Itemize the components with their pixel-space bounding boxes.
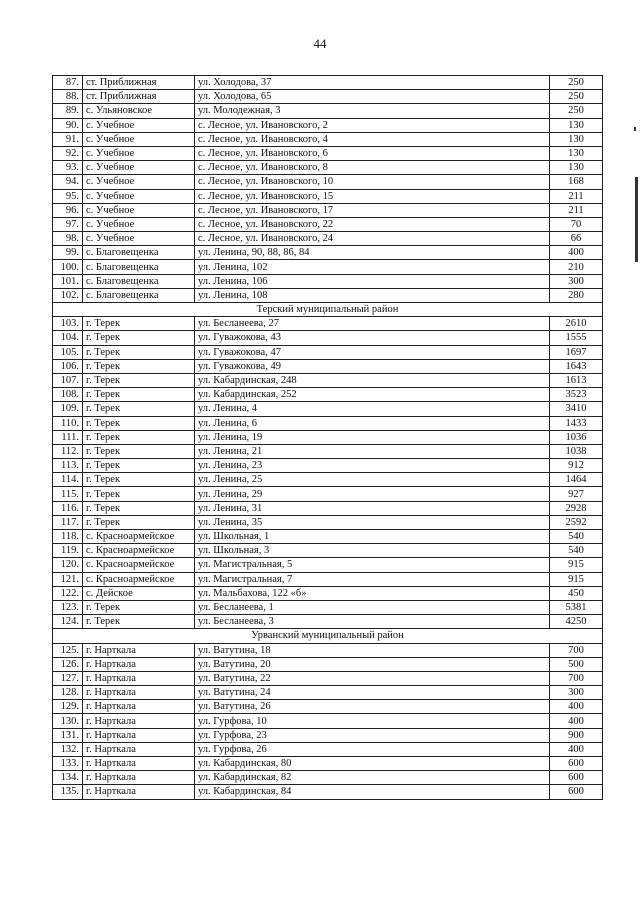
locality-cell: с. Учебное [83, 146, 195, 160]
value-cell: 130 [550, 146, 603, 160]
value-cell: 500 [550, 657, 603, 671]
table-row [53, 217, 603, 231]
locality-cell: с. Благовещенка [83, 260, 195, 274]
table-row [53, 444, 603, 458]
value-cell: 130 [550, 118, 603, 132]
locality-cell: ст. Приближная [83, 90, 195, 104]
address-cell: ул. Ленина, 35 [195, 515, 550, 529]
locality-cell: г. Нарткала [83, 714, 195, 728]
value-cell: 912 [550, 459, 603, 473]
table-row [53, 416, 603, 430]
row-number: 109. [53, 402, 83, 416]
row-number: 122. [53, 586, 83, 600]
value-cell: 400 [550, 246, 603, 260]
value-cell: 540 [550, 530, 603, 544]
row-number: 114. [53, 473, 83, 487]
value-cell: 915 [550, 572, 603, 586]
value-cell: 1555 [550, 331, 603, 345]
section-title: Терский муниципальный район [53, 303, 603, 317]
locality-cell: г. Нарткала [83, 728, 195, 742]
row-number: 91. [53, 132, 83, 146]
row-number: 100. [53, 260, 83, 274]
table-row [53, 331, 603, 345]
value-cell: 2928 [550, 501, 603, 515]
table-row [53, 671, 603, 685]
table-row [53, 189, 603, 203]
row-number: 92. [53, 146, 83, 160]
table-row [53, 203, 603, 217]
address-cell: ул. Гуважокова, 49 [195, 359, 550, 373]
row-number: 125. [53, 643, 83, 657]
table-row [53, 515, 603, 529]
table-row [53, 487, 603, 501]
table-row [53, 76, 603, 90]
address-cell: с. Лесное, ул. Ивановского, 2 [195, 118, 550, 132]
value-cell: 250 [550, 76, 603, 90]
row-number: 121. [53, 572, 83, 586]
address-cell: ул. Ленина, 102 [195, 260, 550, 274]
table-row [53, 544, 603, 558]
page-number: 44 [313, 36, 327, 51]
address-cell: ул. Ватутина, 18 [195, 643, 550, 657]
value-cell: 600 [550, 785, 603, 799]
address-cell: с. Лесное, ул. Ивановского, 17 [195, 203, 550, 217]
value-cell: 4250 [550, 615, 603, 629]
row-number: 120. [53, 558, 83, 572]
table-row [53, 615, 603, 629]
locality-cell: г. Терек [83, 359, 195, 373]
value-cell: 900 [550, 728, 603, 742]
locality-cell: г. Терек [83, 331, 195, 345]
row-number: 95. [53, 189, 83, 203]
locality-cell: г. Терек [83, 459, 195, 473]
table-row [53, 657, 603, 671]
locality-cell: с. Учебное [83, 217, 195, 231]
address-cell: ул. Холодова, 37 [195, 76, 550, 90]
locality-cell: г. Терек [83, 600, 195, 614]
row-number: 88. [53, 90, 83, 104]
row-number: 99. [53, 246, 83, 260]
address-cell: ул. Ленина, 4 [195, 402, 550, 416]
table-row [53, 714, 603, 728]
locality-cell: г. Терек [83, 515, 195, 529]
value-cell: 5381 [550, 600, 603, 614]
table-row [53, 232, 603, 246]
address-cell: ул. Ватутина, 24 [195, 686, 550, 700]
locality-cell: с. Учебное [83, 132, 195, 146]
value-cell: 400 [550, 714, 603, 728]
table-row [53, 459, 603, 473]
value-cell: 300 [550, 274, 603, 288]
address-cell: ул. Кабардинская, 82 [195, 771, 550, 785]
address-cell: ул. Гурфова, 26 [195, 742, 550, 756]
row-number: 115. [53, 487, 83, 501]
locality-cell: г. Нарткала [83, 700, 195, 714]
address-cell: ул. Бесланеева, 1 [195, 600, 550, 614]
value-cell: 250 [550, 90, 603, 104]
locality-cell: ст. Приближная [83, 76, 195, 90]
value-cell: 400 [550, 700, 603, 714]
address-cell: ул. Молодежная, 3 [195, 104, 550, 118]
address-cell: ул. Ленина, 29 [195, 487, 550, 501]
table-row [53, 90, 603, 104]
locality-cell: г. Терек [83, 373, 195, 387]
value-cell: 210 [550, 260, 603, 274]
row-number: 96. [53, 203, 83, 217]
address-cell: ул. Ватутина, 26 [195, 700, 550, 714]
row-number: 90. [53, 118, 83, 132]
locality-cell: с. Красноармейское [83, 572, 195, 586]
locality-cell: с. Учебное [83, 175, 195, 189]
value-cell: 2610 [550, 317, 603, 331]
row-number: 112. [53, 444, 83, 458]
address-cell: ул. Ленина, 23 [195, 459, 550, 473]
row-number: 98. [53, 232, 83, 246]
locality-cell: с. Благовещенка [83, 246, 195, 260]
locality-cell: г. Нарткала [83, 742, 195, 756]
table-row [53, 785, 603, 799]
address-cell: ул. Магистральная, 7 [195, 572, 550, 586]
table-body [53, 76, 603, 800]
row-number: 124. [53, 615, 83, 629]
row-number: 133. [53, 757, 83, 771]
row-number: 118. [53, 530, 83, 544]
value-cell: 211 [550, 203, 603, 217]
locality-cell: г. Терек [83, 317, 195, 331]
value-cell: 250 [550, 104, 603, 118]
locality-cell: г. Терек [83, 487, 195, 501]
address-cell: ул. Кабардинская, 84 [195, 785, 550, 799]
row-number: 130. [53, 714, 83, 728]
table-row [53, 175, 603, 189]
value-cell: 1036 [550, 430, 603, 444]
locality-cell: г. Нарткала [83, 785, 195, 799]
table-row [53, 274, 603, 288]
address-cell: ул. Кабардинская, 248 [195, 373, 550, 387]
address-cell: с. Лесное, ул. Ивановского, 4 [195, 132, 550, 146]
address-cell: ул. Ватутина, 20 [195, 657, 550, 671]
locality-cell: с. Учебное [83, 161, 195, 175]
address-cell: ул. Ватутина, 22 [195, 671, 550, 685]
value-cell: 450 [550, 586, 603, 600]
table-row [53, 430, 603, 444]
table-row [53, 572, 603, 586]
table-row [53, 728, 603, 742]
value-cell: 2592 [550, 515, 603, 529]
address-cell: ул. Ленина, 25 [195, 473, 550, 487]
table-row [53, 742, 603, 756]
address-cell: ул. Бесланеева, 27 [195, 317, 550, 331]
address-cell: ул. Мальбахова, 122 «б» [195, 586, 550, 600]
locality-cell: с. Учебное [83, 203, 195, 217]
value-cell: 168 [550, 175, 603, 189]
locality-cell: г. Терек [83, 388, 195, 402]
value-cell: 700 [550, 643, 603, 657]
value-cell: 130 [550, 161, 603, 175]
locality-cell: г. Нарткала [83, 671, 195, 685]
address-cell: с. Лесное, ул. Ивановского, 22 [195, 217, 550, 231]
table-row [53, 345, 603, 359]
row-number: 119. [53, 544, 83, 558]
locality-cell: с. Благовещенка [83, 274, 195, 288]
locality-cell: с. Благовещенка [83, 288, 195, 302]
row-number: 103. [53, 317, 83, 331]
value-cell: 280 [550, 288, 603, 302]
table-row [53, 586, 603, 600]
table-row [53, 686, 603, 700]
row-number: 106. [53, 359, 83, 373]
locality-cell: г. Нарткала [83, 657, 195, 671]
value-cell: 66 [550, 232, 603, 246]
locality-cell: с. Дейское [83, 586, 195, 600]
value-cell: 927 [550, 487, 603, 501]
locality-cell: с. Красноармейское [83, 558, 195, 572]
row-number: 110. [53, 416, 83, 430]
table-row [53, 132, 603, 146]
address-cell: ул. Школьная, 3 [195, 544, 550, 558]
row-number: 93. [53, 161, 83, 175]
locality-cell: с. Красноармейское [83, 544, 195, 558]
address-cell: с. Лесное, ул. Ивановского, 8 [195, 161, 550, 175]
section-row [53, 629, 603, 643]
section-row [53, 303, 603, 317]
address-cell: ул. Гурфова, 10 [195, 714, 550, 728]
value-cell: 1613 [550, 373, 603, 387]
row-number: 123. [53, 600, 83, 614]
address-cell: ул. Ленина, 106 [195, 274, 550, 288]
value-cell: 600 [550, 771, 603, 785]
row-number: 132. [53, 742, 83, 756]
table-row [53, 530, 603, 544]
row-number: 131. [53, 728, 83, 742]
address-cell: ул. Гурфова, 23 [195, 728, 550, 742]
row-number: 101. [53, 274, 83, 288]
table-row [53, 388, 603, 402]
housing-table [52, 75, 603, 800]
value-cell: 600 [550, 757, 603, 771]
row-number: 126. [53, 657, 83, 671]
table-row [53, 118, 603, 132]
locality-cell: с. Ульяновское [83, 104, 195, 118]
address-cell: ул. Бесланеева, 3 [195, 615, 550, 629]
value-cell: 130 [550, 132, 603, 146]
locality-cell: г. Терек [83, 345, 195, 359]
table-row [53, 771, 603, 785]
locality-cell: г. Терек [83, 501, 195, 515]
locality-cell: г. Нарткала [83, 643, 195, 657]
address-cell: ул. Ленина, 108 [195, 288, 550, 302]
locality-cell: с. Красноармейское [83, 530, 195, 544]
table-row [53, 288, 603, 302]
locality-cell: с. Учебное [83, 232, 195, 246]
table-row [53, 104, 603, 118]
row-number: 102. [53, 288, 83, 302]
row-number: 89. [53, 104, 83, 118]
address-cell: ул. Кабардинская, 252 [195, 388, 550, 402]
row-number: 104. [53, 331, 83, 345]
address-cell: ул. Холодова, 65 [195, 90, 550, 104]
address-cell: ул. Гуважокова, 43 [195, 331, 550, 345]
row-number: 105. [53, 345, 83, 359]
address-cell: ул. Ленина, 19 [195, 430, 550, 444]
row-number: 107. [53, 373, 83, 387]
address-cell: с. Лесное, ул. Ивановского, 10 [195, 175, 550, 189]
value-cell: 540 [550, 544, 603, 558]
address-cell: ул. Кабардинская, 80 [195, 757, 550, 771]
row-number: 116. [53, 501, 83, 515]
locality-cell: г. Нарткала [83, 771, 195, 785]
table-row [53, 643, 603, 657]
address-cell: ул. Магистральная, 5 [195, 558, 550, 572]
table-row [53, 700, 603, 714]
value-cell: 3410 [550, 402, 603, 416]
address-cell: с. Лесное, ул. Ивановского, 15 [195, 189, 550, 203]
locality-cell: с. Учебное [83, 189, 195, 203]
table-row [53, 600, 603, 614]
table-row [53, 161, 603, 175]
locality-cell: г. Нарткала [83, 686, 195, 700]
address-cell: ул. Гуважокова, 47 [195, 345, 550, 359]
address-cell: ул. Ленина, 90, 88, 86, 84 [195, 246, 550, 260]
row-number: 108. [53, 388, 83, 402]
row-number: 135. [53, 785, 83, 799]
scan-edge-mark [635, 177, 638, 262]
value-cell: 300 [550, 686, 603, 700]
row-number: 97. [53, 217, 83, 231]
value-cell: 1643 [550, 359, 603, 373]
address-cell: с. Лесное, ул. Ивановского, 6 [195, 146, 550, 160]
table-row [53, 260, 603, 274]
row-number: 113. [53, 459, 83, 473]
value-cell: 1464 [550, 473, 603, 487]
value-cell: 70 [550, 217, 603, 231]
row-number: 129. [53, 700, 83, 714]
locality-cell: г. Терек [83, 416, 195, 430]
table-row [53, 558, 603, 572]
table-row [53, 146, 603, 160]
section-title: Урванский муниципальный район [53, 629, 603, 643]
locality-cell: г. Нарткала [83, 757, 195, 771]
address-cell: ул. Ленина, 21 [195, 444, 550, 458]
locality-cell: г. Терек [83, 473, 195, 487]
row-number: 134. [53, 771, 83, 785]
value-cell: 700 [550, 671, 603, 685]
value-cell: 400 [550, 742, 603, 756]
table-row [53, 402, 603, 416]
value-cell: 211 [550, 189, 603, 203]
row-number: 128. [53, 686, 83, 700]
row-number: 127. [53, 671, 83, 685]
value-cell: 1697 [550, 345, 603, 359]
address-cell: ул. Школьная, 1 [195, 530, 550, 544]
value-cell: 915 [550, 558, 603, 572]
scan-edge-mark [634, 127, 636, 131]
table-row [53, 359, 603, 373]
row-number: 117. [53, 515, 83, 529]
locality-cell: г. Терек [83, 430, 195, 444]
value-cell: 3523 [550, 388, 603, 402]
value-cell: 1433 [550, 416, 603, 430]
address-cell: ул. Ленина, 31 [195, 501, 550, 515]
table-row [53, 501, 603, 515]
table-row [53, 757, 603, 771]
row-number: 94. [53, 175, 83, 189]
table-row [53, 317, 603, 331]
address-cell: с. Лесное, ул. Ивановского, 24 [195, 232, 550, 246]
value-cell: 1038 [550, 444, 603, 458]
address-cell: ул. Ленина, 6 [195, 416, 550, 430]
locality-cell: г. Терек [83, 444, 195, 458]
row-number: 87. [53, 76, 83, 90]
locality-cell: г. Терек [83, 615, 195, 629]
table-row [53, 246, 603, 260]
row-number: 111. [53, 430, 83, 444]
table-row [53, 373, 603, 387]
locality-cell: г. Терек [83, 402, 195, 416]
table-row [53, 473, 603, 487]
locality-cell: с. Учебное [83, 118, 195, 132]
